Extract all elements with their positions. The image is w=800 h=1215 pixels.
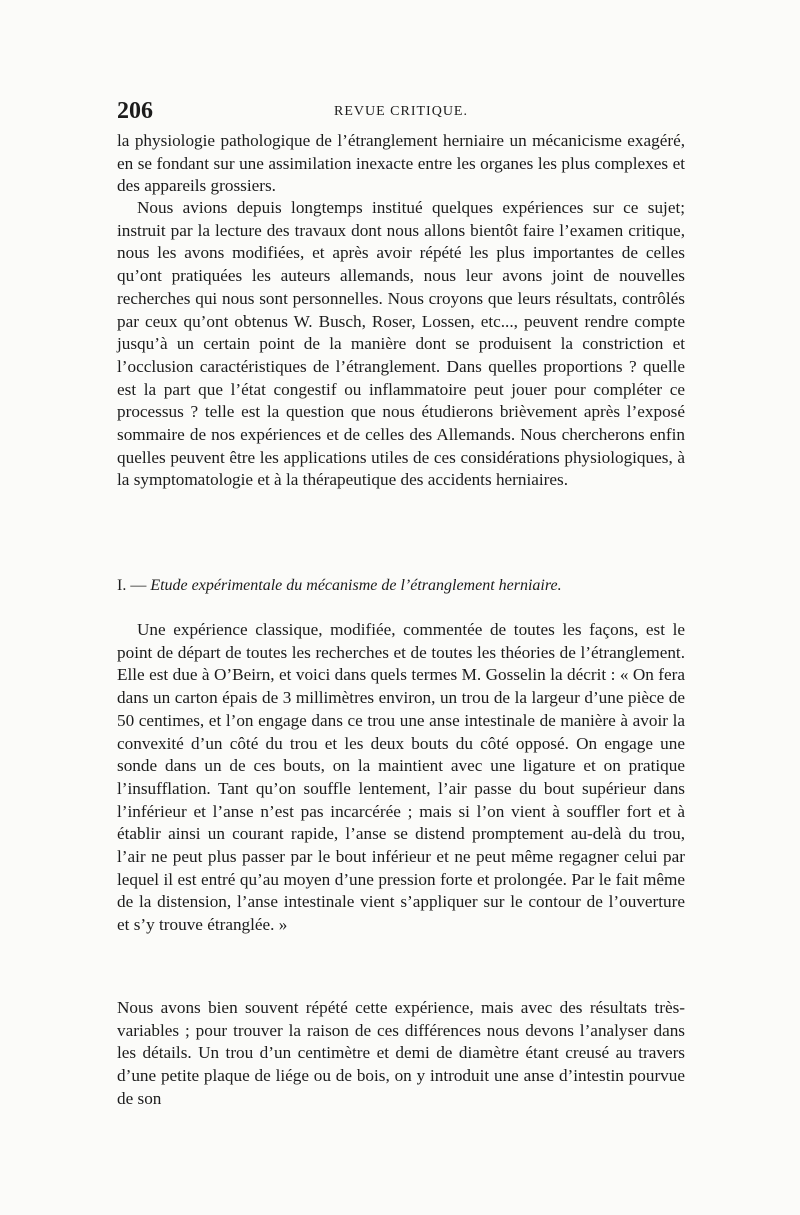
paragraph-1: la physiologie pathologique de l’étranglement herniaire un mécanicisme exagéré, en se fondant sur une assimilation inexacte entre les organes les plus complexes et des appareils grossiers. <box>117 131 685 196</box>
section-title: Etude expérimentale du mécanisme de l’étranglement herniaire. <box>150 577 562 594</box>
section-number: I. — <box>117 577 147 594</box>
section-heading <box>117 575 685 597</box>
page-number: 206 <box>117 98 153 124</box>
paragraph-2: Nous avions depuis longtemps institué quelques expériences sur ce sujet; instruit par la lecture des travaux dont nous allons bientôt faire l’examen critique, nous les avons modifiées, et après avoir répété les plus importantes de celles qu’ont pratiquées les auteurs allemands, nous leur avons joint de nouvelles recherches qui nous sont personnelles. Nous croyons que leurs résultats, contrôlés par ceux qu’ont obtenus W. Busch, Roser, Lossen, etc..., peuvent rendre compte jusqu’à un certain point de la manière dont se produisent la constriction et l’occlusion caractéristiques de l’étranglement. Dans quelles proportions ? quelle est la part que l’état congestif ou inflammatoire peut jouer pour compléter ce processus ? telle est la question que nous étudierons brièvement après l’exposé sommaire de nos expériences et de celles des Allemands. Nous chercherons enfin quelles peuvent être les applications utiles de ces considérations physiologiques, à la symptomatologie et à la thérapeutique des accidents herniaires. <box>117 198 685 490</box>
running-head: REVUE CRITIQUE. <box>334 104 468 119</box>
page-header <box>117 98 685 128</box>
paragraph-4: Nous avons bien souvent répété cette expérience, mais avec des résultats très-variables ; pour trouver la raison de ces différences nous devons l’analyser dans les détails. Un trou d’un centimètre et demi de diamètre étant creusé au travers d’une petite plaque de liége ou de bois, on y introduit une anse d’intestin pourvue de son <box>117 998 685 1108</box>
paragraph-3: Une expérience classique, modifiée, commentée de toutes les façons, est le point de départ de toutes les recherches et de toutes les théories de l’étranglement. Elle est due à O’Beirn, et voici dans quels termes M. Gosselin la décrit : « On fera dans un carton épais de 3 millimètres environ, un trou de la largeur d’une pièce de 50 centimes, et l’on engage dans ce trou une anse intestinale de manière à avoir la convexité d’un côté du trou et les deux bouts du côté opposé. On engage une sonde dans un de ces bouts, on la maintient avec une ligature et on pratique l’insufflation. Tant qu’on souffle lentement, l’air passe du bout supérieur dans l’inférieur et l’anse n’est pas incarcérée ; mais si l’on vient à souffler fort et à établir ainsi un courant rapide, l’anse se distend promptement au-delà du trou, l’air ne peut plus passer par le bout inférieur et ne peut même regagner celui par lequel il est entré qu’au moyen d’une pression forte et prolongée. Par le fait même de la distension, l’anse intestinale vient s’appliquer sur le contour de l’ouverture et s’y trouve étranglée. » <box>117 620 685 935</box>
